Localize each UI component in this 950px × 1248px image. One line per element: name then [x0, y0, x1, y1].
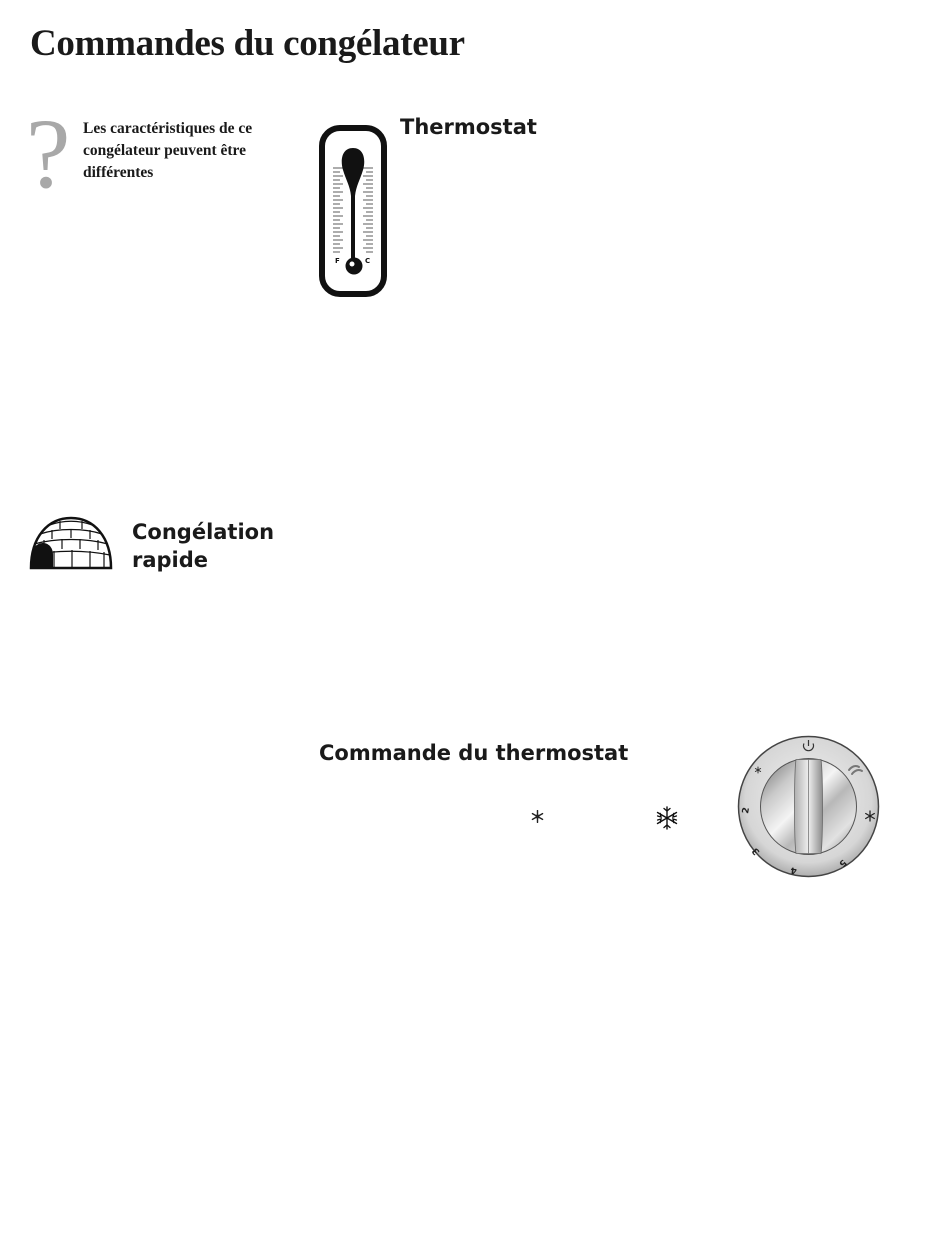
- rapid-freeze-heading-line2: rapide: [132, 548, 209, 572]
- large-snowflake-icon: [655, 806, 679, 830]
- setting-3-label: 3: [750, 845, 763, 857]
- thermostat-dial-icon[interactable]: [736, 734, 881, 879]
- setting-4-label: 4: [790, 864, 798, 875]
- page-title: Commandes du congélateur: [30, 23, 465, 64]
- setting-5-label: 5: [836, 856, 848, 869]
- thermostat-heading: Thermostat: [400, 115, 537, 139]
- setting-2-label: 2: [741, 806, 753, 815]
- thermostat-control-heading: Commande du thermostat: [319, 741, 629, 765]
- thermometer-icon: [318, 124, 388, 298]
- igloo-icon: [28, 515, 114, 571]
- small-snowflake-icon: [531, 810, 544, 823]
- celsius-label: C: [365, 257, 371, 265]
- fahrenheit-label: F: [335, 257, 340, 265]
- rapid-freeze-heading-line1: Congélation: [132, 520, 275, 544]
- rapid-freeze-heading: [132, 518, 274, 574]
- question-mark-icon: ?: [26, 98, 71, 209]
- features-note: Les caractéristiques de ce congélateur peuvent être différentes: [83, 120, 253, 181]
